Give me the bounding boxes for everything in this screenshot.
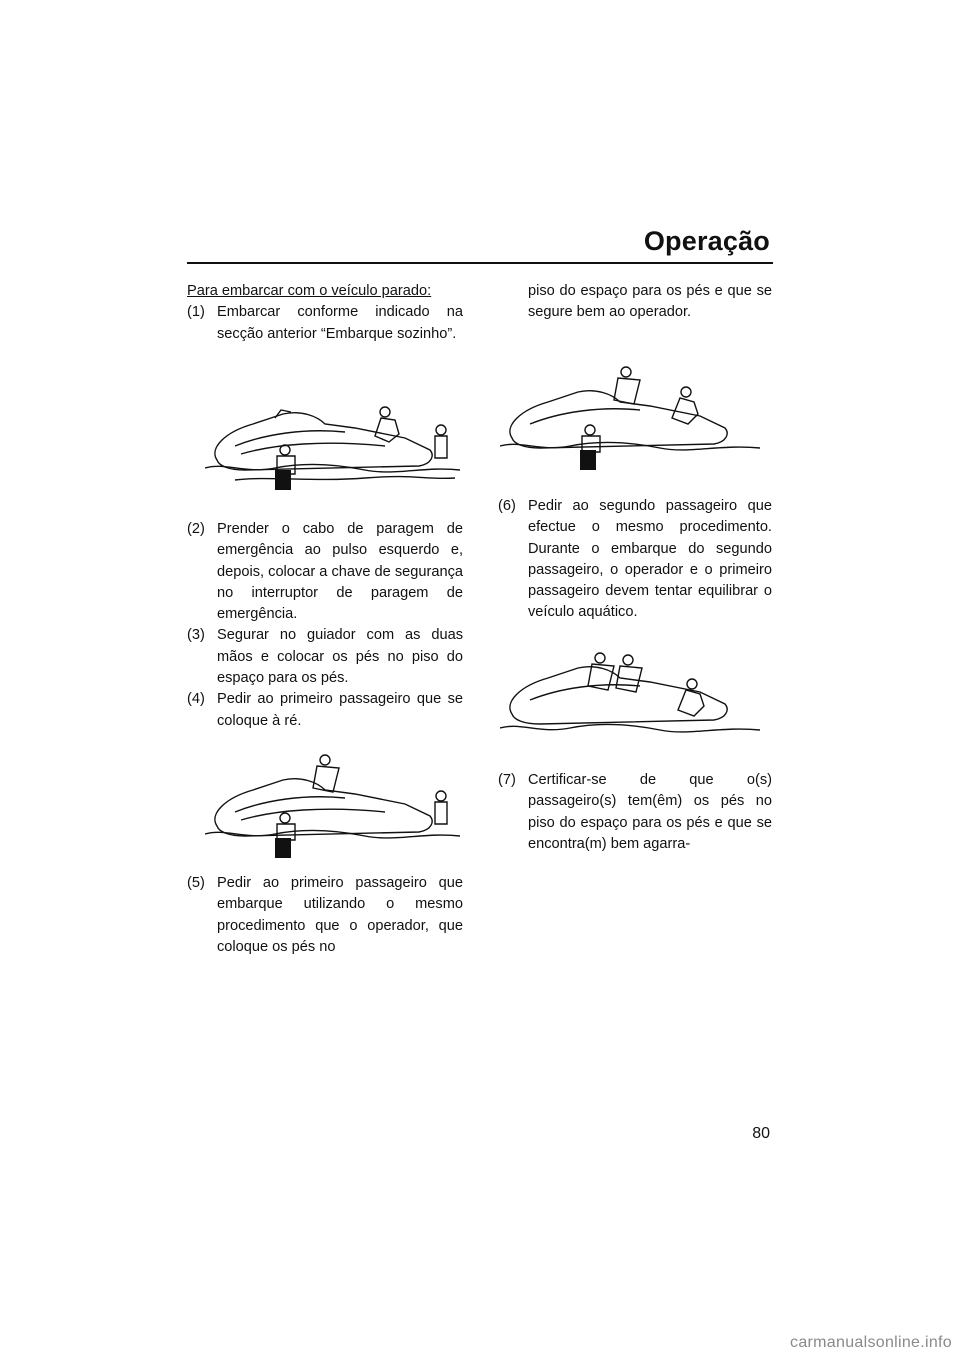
- right-column-bottom: [498, 770, 772, 855]
- step-number: (7): [498, 772, 516, 788]
- step-6: [498, 496, 772, 624]
- step-number: (4): [187, 691, 205, 708]
- step-5: [187, 873, 463, 958]
- step-number: (3): [187, 627, 205, 644]
- step-text: Pedir ao primeiro passageiro que embarque utilizando o mesmo procedimento que o operador, que coloque os pés no: [217, 875, 463, 955]
- step-number: (5): [187, 875, 205, 891]
- step-number: (2): [187, 521, 205, 537]
- step-1: [187, 302, 463, 345]
- step-5-continued: [498, 281, 772, 324]
- step-3: [187, 625, 463, 689]
- step-7: [498, 770, 772, 855]
- step-text: Pedir ao primeiro passageiro que se coloque à ré.: [217, 691, 463, 729]
- jetski-illustration-1: [205, 398, 460, 494]
- step-text-continuation: piso do espaço para os pés e que se segure bem ao operador.: [528, 283, 772, 321]
- step-text: Segurar no guiador com as duas mãos e colocar os pés no piso do espaço para os pés.: [217, 627, 463, 687]
- section-subheading: Para embarcar com o veículo parado:: [187, 283, 432, 299]
- right-column-middle: [498, 496, 772, 624]
- page-number: 80: [752, 1125, 770, 1142]
- right-column-top: [498, 281, 772, 324]
- step-number: (1): [187, 304, 205, 321]
- header-rule: [187, 262, 773, 264]
- footer-watermark: carmanualsonline.info: [790, 1334, 952, 1351]
- left-column-top: [187, 281, 463, 345]
- step-text: Certificar-se de que o(s) passageiro(s) tem(êm) os pés no piso do espaço para os pés e que se encontra(m) bem agarra-: [528, 772, 772, 852]
- step-text: Pedir ao segundo passageiro que efectue o mesmo procedimento. Durante o embarque do segundo passageiro, o operador e o primeiro passageiro devem tentar equilibrar o veículo aquático.: [528, 498, 772, 621]
- left-column-middle: [187, 519, 463, 732]
- step-4: [187, 689, 463, 732]
- jetski-illustration-3: [500, 362, 760, 472]
- step-text: Prender o cabo de paragem de emergência ao pulso esquerdo e, depois, colocar a chave de segurança no interruptor de paragem de emergência.: [217, 521, 463, 623]
- jetski-illustration-4: [500, 648, 760, 748]
- page-title: Operação: [643, 226, 770, 256]
- step-number: (6): [498, 498, 516, 514]
- step-text: Embarcar conforme indicado na secção anterior “Embarque sozinho”.: [217, 304, 463, 342]
- left-column-bottom: [187, 873, 463, 958]
- jetski-illustration-2: [205, 750, 460, 860]
- step-2: [187, 519, 463, 625]
